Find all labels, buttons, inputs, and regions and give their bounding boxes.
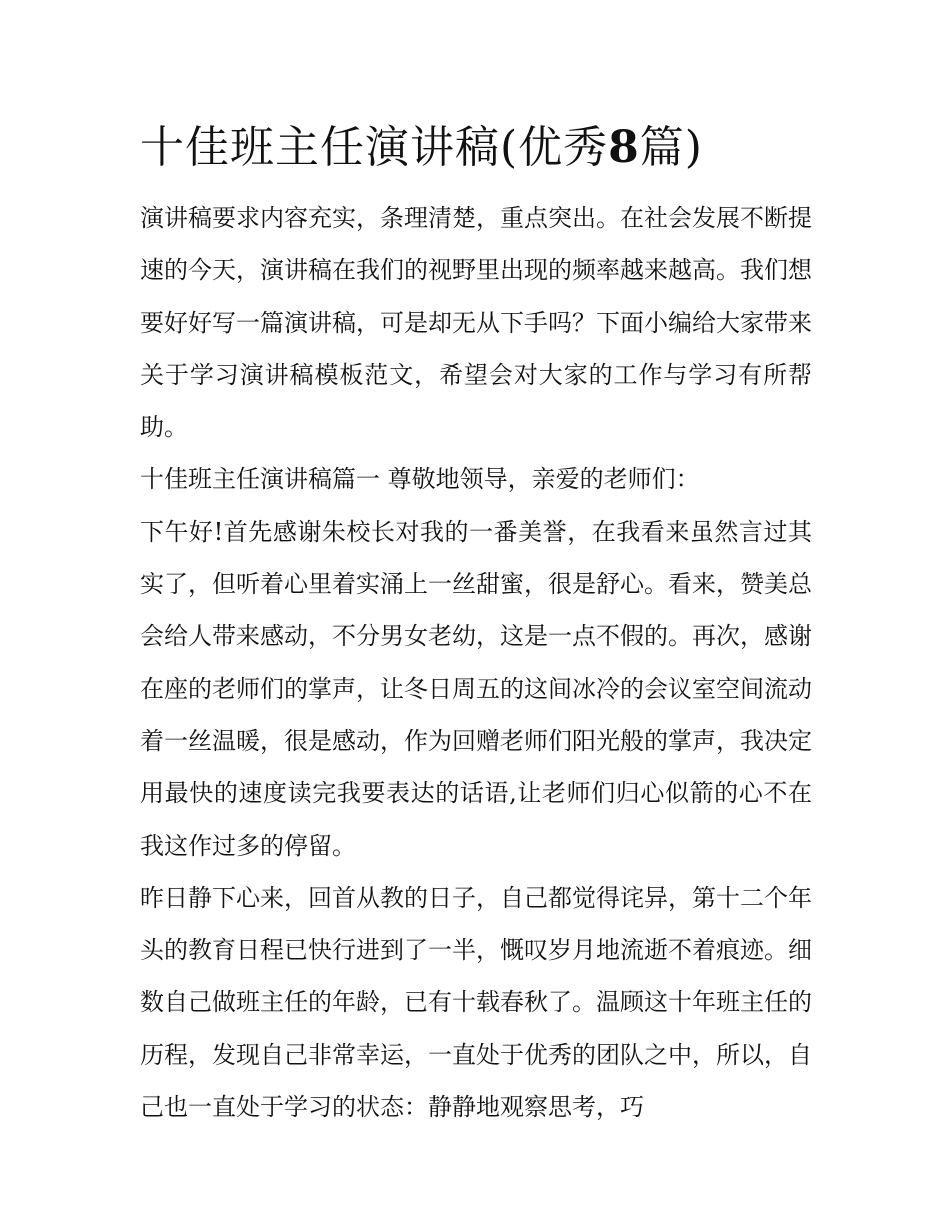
body-paragraph-2: 昨日静下心来，回首从教的日子，自己都觉得诧异，第十二个年头的教育日程已快行进到了一半，慨叹岁月地流逝不着痕迹。细数自己做班主任的年龄，已有十载春秋了。温顾这十年班主任的历程，发现自己非常幸运，一直处于优秀的团队之中，所以，自己也一直处于学习的状态：静静地观察思考，巧 — [140, 883, 812, 1122]
document-title-number: 8 — [608, 122, 640, 173]
document-page — [140, 112, 812, 1133]
intro-paragraph: 演讲稿要求内容充实，条理清楚，重点突出。在社会发展不断提速的今天，演讲稿在我们的视野里出现的频率越来越高。我们想要好好写一篇演讲稿，可是却无从下手吗？下面小编给大家带来关于学习演讲稿模板范文，希望会对大家的工作与学习有所帮助。 — [140, 204, 812, 442]
document-title-suffix: 篇) — [639, 122, 703, 173]
section-heading-paragraph: 十佳班主任演讲稿篇一 尊敬地领导，亲爱的老师们： — [140, 465, 700, 494]
document-title-prefix: 十佳班主任演讲稿(优秀 — [140, 122, 609, 173]
body-paragraph-1: 下午好!首先感谢朱校长对我的一番美誉，在我看来虽然言过其实了，但听着心里着实涌上一丝甜蜜，很是舒心。看来，赞美总会给人带来感动，不分男女老幼，这是一点不假的。再次，感谢在座的老师们的掌声，让冬日周五的这间冰冷的会议室空间流动着一丝温暖，很是感动，作为回赠老师们阳光般的掌声，我决定用最快的速度读完我要表达的话语,让老师们归心似箭的心不在我这作过多的停留。 — [140, 517, 812, 860]
document-title — [140, 112, 812, 184]
